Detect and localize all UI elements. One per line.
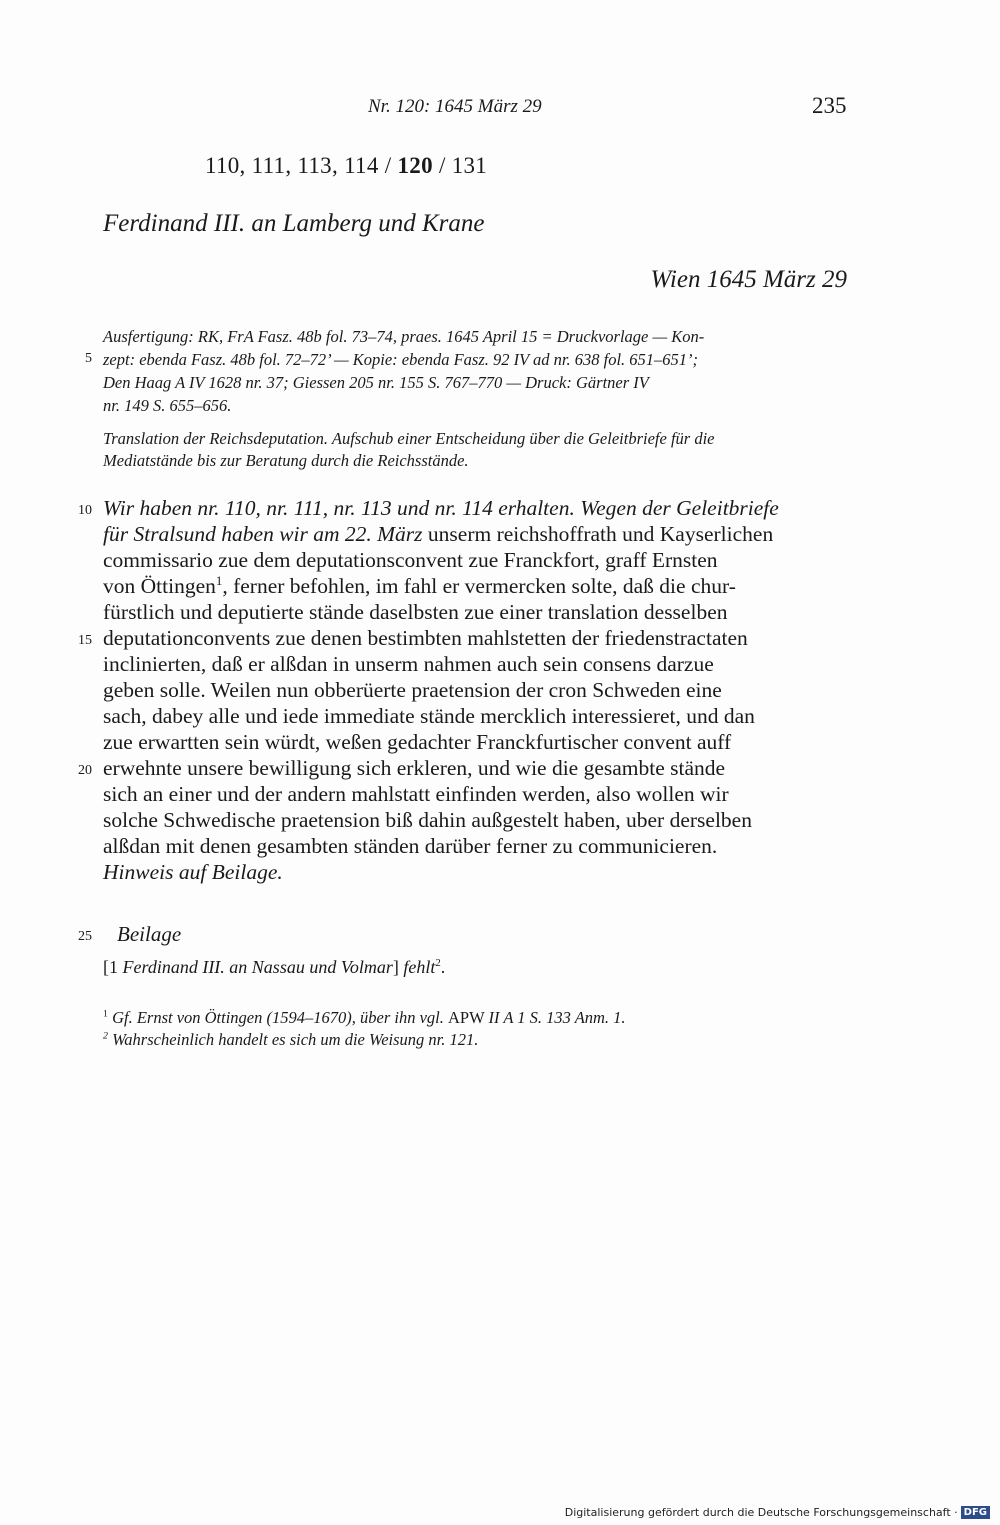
- body-line: zue erwartten sein würdt, weßen gedachter Franckfurtischer convent auff: [103, 730, 732, 754]
- running-title: Nr. 120: 1645 März 29: [368, 96, 542, 117]
- body-line: commissario zue dem deputationsconvent zue Franckfort, graff Ernsten: [103, 548, 718, 572]
- running-head: [0, 93, 1000, 128]
- body-line: für Stralsund haben wir am 22. März unserm reichshoffrath und Kayserlichen: [103, 522, 774, 546]
- separator: /: [384, 153, 392, 178]
- body-line: sach, dabey alle und iede immediate stände mercklich interessieret, und dan: [103, 704, 755, 728]
- body-line: deputationconvents zue denen bestimbten mahlstetten der friedenstractaten: [103, 626, 748, 650]
- body-line: alßdan mit denen gesambten ständen darüber ferner zu communicieren.: [103, 834, 718, 858]
- line-number: 15: [78, 633, 92, 648]
- source-line: Den Haag A IV 1628 nr. 37; Giessen 205 nr. 155 S. 767–770 — Druck: Gärtner IV: [103, 373, 649, 392]
- line-number: 20: [78, 763, 92, 778]
- line-number: 5: [85, 351, 92, 366]
- line-number: 10: [78, 503, 92, 518]
- place-date: Wien 1645 März 29: [650, 266, 847, 293]
- footnote-ref: 2: [435, 957, 441, 969]
- body-line: solche Schwedische praetension biß dahin außgestelt haben, uber derselben: [103, 808, 752, 832]
- summary-line: Mediatstände bis zur Beratung durch die Reichsstände.: [103, 451, 469, 470]
- separator: /: [438, 153, 446, 178]
- digitization-credit: [565, 1506, 990, 1519]
- body-line: erwehnte unsere bewilligung sich erkleren, und wie die gesambte stände: [103, 756, 726, 780]
- source-line: nr. 149 S. 655–656.: [103, 396, 232, 415]
- body-line: Wir haben nr. 110, nr. 111, nr. 113 und nr. 114 erhalten. Wegen der Geleitbriefe: [103, 496, 779, 520]
- previous-documents: 110, 111, 113, 114: [205, 153, 379, 178]
- page-number: 235: [812, 93, 847, 118]
- body-line: inclinierten, daß er alßdan in unserm nahmen auch sein consens darzue: [103, 652, 714, 676]
- body-line: von Öttingen$^1$, ferner befohlen, im fahl er vermercken solte, daß die chur-: [103, 573, 736, 598]
- body-line: geben solle. Weilen nun obberüerte praetension der cron Schweden eine: [103, 678, 722, 702]
- source-line: zept: ebenda Fasz. 48b fol. 72–72’ — Kopie: ebenda Fasz. 92 IV ad nr. 638 fol. 651–651’;: [103, 350, 699, 369]
- footnote-ref: 1: [215, 573, 223, 588]
- footnote-1: $^1$ Gf. Ernst von Öttingen (1594–1670), über ihn vgl. APW II A 1 S. 133 Anm. 1.: [103, 1008, 626, 1027]
- footnote-2: $^2$ Wahrscheinlich handelt es sich um die Weisung nr. 121.: [103, 1030, 479, 1049]
- dfg-logo-icon: DFG: [961, 1506, 990, 1519]
- body-line: sich an einer und der andern mahlstatt einfinden werden, also wollen wir: [103, 782, 729, 806]
- sender-recipient-heading: Ferdinand III. an Lamberg und Krane: [103, 210, 485, 237]
- body-line: fürstlich und deputierte stände daselbsten zue einer translation desselben: [103, 600, 728, 624]
- body-line: Hinweis auf Beilage.: [103, 860, 283, 884]
- source-line: Ausfertigung: RK, FrA Fasz. 48b fol. 73–74, praes. 1645 April 15 = Druckvorlage — Kon-: [103, 327, 705, 346]
- document-cross-references: [205, 153, 487, 179]
- credit-text: Digitalisierung gefördert durch die Deutsche Forschungsgemeinschaft ·: [564, 1506, 958, 1519]
- enclosure-heading: Beilage: [117, 922, 182, 946]
- current-document-number: 120: [397, 153, 433, 178]
- line-number: 25: [78, 929, 92, 944]
- next-document: 131: [451, 153, 488, 178]
- enclosure-entry: [1 Ferdinand III. an Nassau und Volmar] fehlt$^2$.: [103, 957, 446, 977]
- summary-line: Translation der Reichsdeputation. Aufschub einer Entscheidung über die Geleitbriefe für die: [103, 429, 715, 448]
